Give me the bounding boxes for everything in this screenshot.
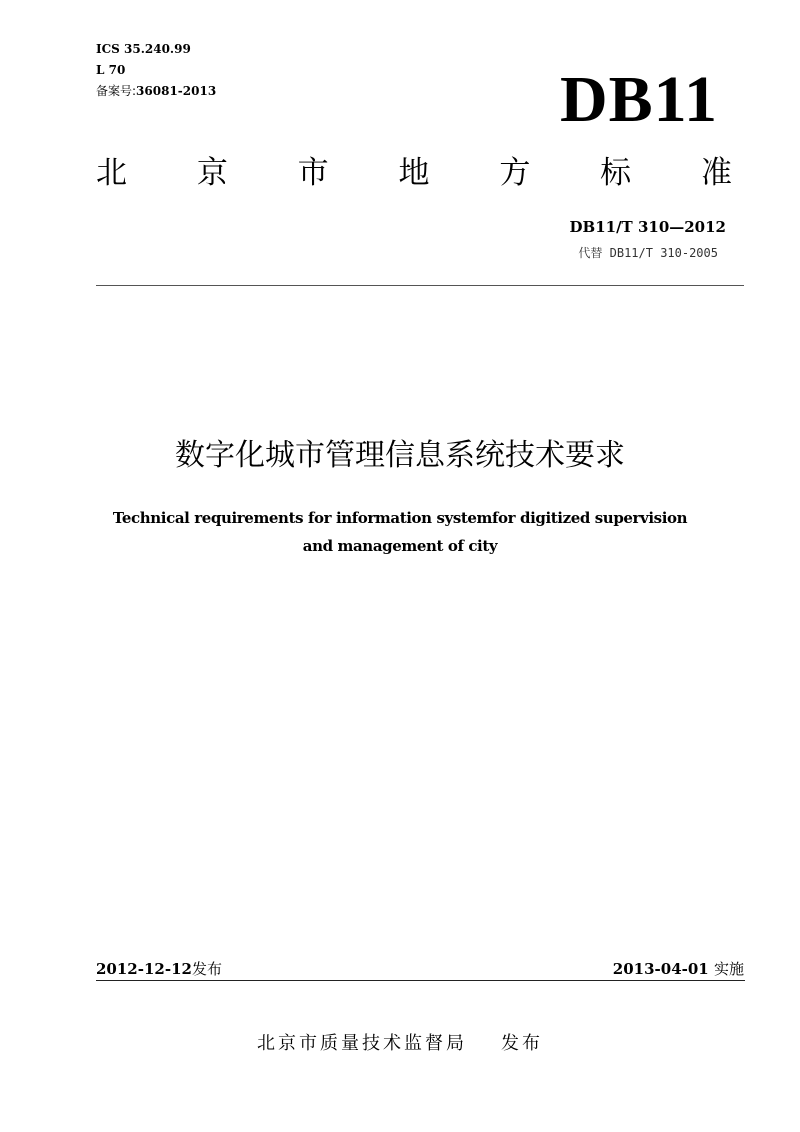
footer-divider <box>96 980 745 981</box>
record-number-value: 36081-2013 <box>136 84 217 98</box>
classification-code: L 70 <box>96 63 126 77</box>
standard-level-char: 方 <box>499 155 531 191</box>
standard-level-char: 京 <box>196 155 228 191</box>
standard-level-char: 标 <box>600 155 632 191</box>
title-en-line: Technical requirements for information systemfor digitized supervision <box>112 509 688 527</box>
publisher-action: 发布 <box>501 1033 543 1054</box>
db-mark-logo: DB11 <box>559 63 718 136</box>
standard-level-char: 市 <box>297 155 329 191</box>
header-divider <box>96 285 744 286</box>
implementation-date-value: 2013-04-01 <box>612 960 709 978</box>
implementation-date <box>613 958 744 980</box>
record-number <box>96 84 216 98</box>
standard-level-char: 地 <box>398 155 430 191</box>
ics-code: ICS 35.240.99 <box>96 42 191 56</box>
document-title-en <box>60 504 740 560</box>
standard-number: DB11/T 310—2012 <box>569 218 726 236</box>
record-number-label: 备案号: <box>96 84 137 98</box>
issue-date <box>96 958 222 980</box>
standard-level-char: 准 <box>700 155 732 191</box>
issue-date-label: 发布 <box>191 960 222 978</box>
implementation-date-label: 实施 <box>713 960 744 978</box>
publisher-name: 北京市质量技术监督局 <box>257 1033 467 1054</box>
issue-date-value: 2012-12-12 <box>96 960 192 978</box>
title-en-line: and management of city <box>302 537 498 555</box>
document-title-cn: 数字化城市管理信息系统技术要求 <box>175 438 625 473</box>
replaces-note: 代替 DB11/T 310-2005 <box>578 246 718 260</box>
publisher-line <box>0 1031 800 1057</box>
standard-level-heading <box>96 150 732 196</box>
standard-level-char: 北 <box>96 155 127 191</box>
